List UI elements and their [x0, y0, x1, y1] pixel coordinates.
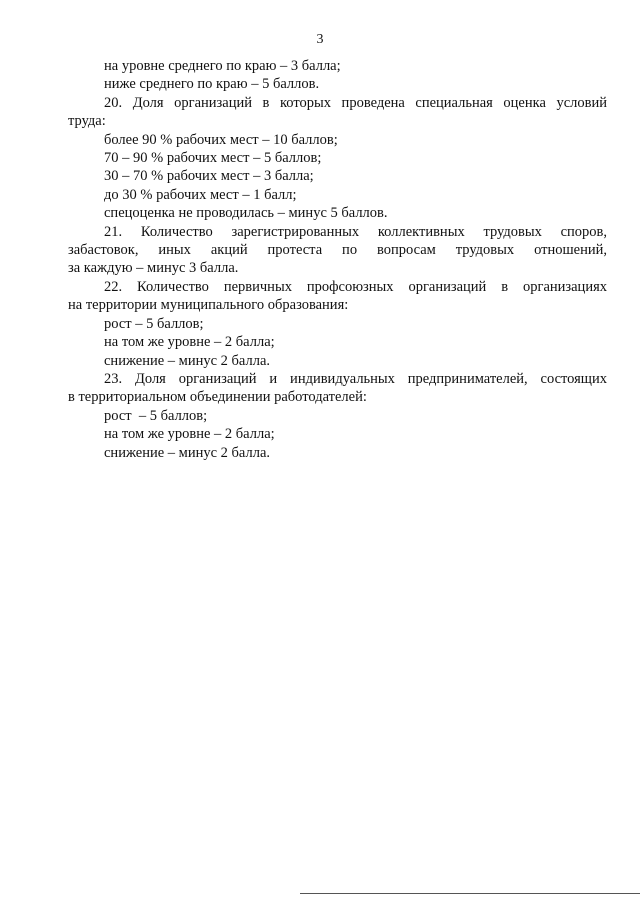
list-item: снижение – минус 2 балла.	[104, 444, 271, 461]
list-item: снижение – минус 2 балла.	[104, 352, 271, 369]
page-number: 3	[316, 32, 324, 47]
paragraph-22	[68, 278, 607, 370]
paragraph-22-line-1: 22. Количество первичных профсоюзных организаций в организациях	[104, 278, 607, 295]
list-item: рост – 5 баллов;	[104, 315, 204, 332]
footer-divider	[300, 893, 640, 894]
paragraph-23	[68, 370, 607, 462]
paragraph-21-line-3: за каждую – минус 3 балла.	[68, 260, 239, 277]
list-item: до 30 % рабочих мест – 1 балл;	[104, 186, 297, 203]
paragraph-20-line-2: труда:	[68, 113, 106, 130]
document-body	[68, 57, 607, 462]
paragraph-23-line-1: 23. Доля организаций и индивидуальных предпринимателей, состоящих	[104, 370, 607, 387]
paragraph-21-line-2: забастовок, иных акций протеста по вопросам трудовых отношений,	[68, 242, 607, 259]
paragraph-22-line-2: на территории муниципального образования:	[68, 297, 349, 314]
paragraph-20	[68, 94, 607, 223]
text-line: на уровне среднего по краю – 3 балла;	[104, 58, 341, 74]
list-item: 30 – 70 % рабочих мест – 3 балла;	[104, 168, 314, 185]
paragraph-20-line-1: 20. Доля организаций в которых проведена специальная оценка условий	[104, 94, 607, 111]
list-item: на том же уровне – 2 балла;	[104, 334, 275, 351]
paragraph-21	[68, 223, 607, 278]
list-item: 70 – 90 % рабочих мест – 5 баллов;	[104, 150, 322, 167]
list-item: спецоценка не проводилась – минус 5 баллов.	[104, 205, 388, 222]
text-line: ниже среднего по краю – 5 баллов.	[104, 76, 320, 93]
list-item: на том же уровне – 2 балла;	[104, 426, 275, 443]
paragraph-21-line-1: 21. Количество зарегистрированных коллективных трудовых споров,	[104, 223, 607, 240]
list-item: более 90 % рабочих мест – 10 баллов;	[104, 131, 338, 148]
list-item: рост – 5 баллов;	[104, 407, 208, 424]
paragraph-23-line-2: в территориальном объединении работодателей:	[68, 389, 367, 406]
